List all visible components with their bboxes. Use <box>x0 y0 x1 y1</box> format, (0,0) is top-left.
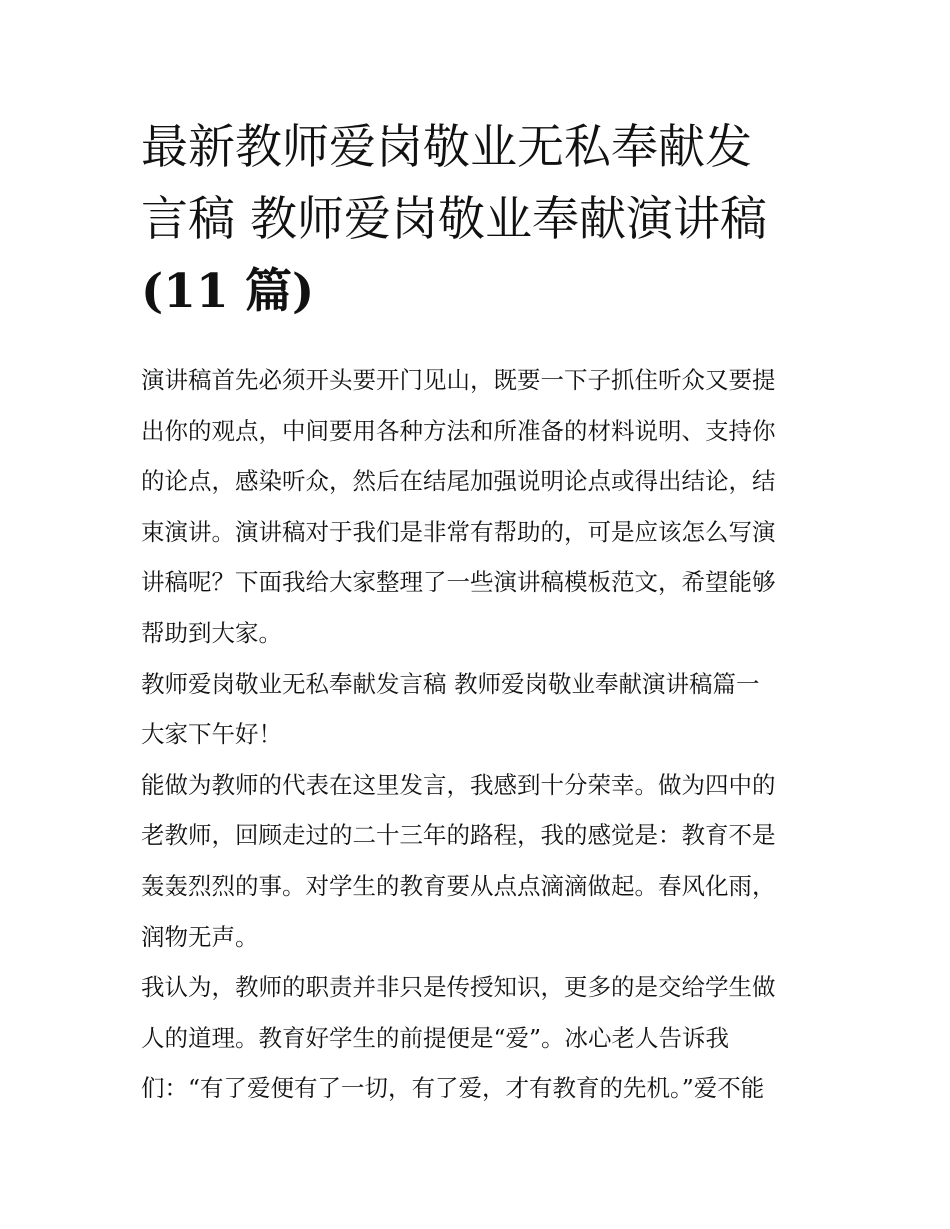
body-line: 的论点，感染听众，然后在结尾加强说明论点或得出结论，结 <box>141 467 776 496</box>
body-line: 人的道理。教育好学生的前提便是“爱”。冰心老人告诉我 <box>141 1023 730 1052</box>
section-heading: 教师爱岗敬业无私奉献发言稿 教师爱岗敬业奉献演讲稿篇一 <box>141 669 760 698</box>
body-line: 能做为教师的代表在这里发言，我感到十分荣幸。做为四中的 <box>141 770 776 799</box>
title-line-1: 最新教师爱岗敬业无私奉献发 <box>141 120 752 175</box>
body-line: 帮助到大家。 <box>141 618 282 647</box>
greeting-line: 大家下午好！ <box>141 720 282 749</box>
body-line: 我认为，教师的职责并非只是传授知识，更多的是交给学生做 <box>141 973 776 1002</box>
body-line: 束演讲。演讲稿对于我们是非常有帮助的，可是应该怎么写演 <box>141 517 776 546</box>
body-line: 润物无声。 <box>141 922 259 951</box>
title-line-2: 言稿 教师爱岗敬业奉献演讲稿 <box>141 192 767 247</box>
body-line: 出你的观点，中间要用各种方法和所准备的材料说明、支持你 <box>141 416 776 445</box>
body-line: 演讲稿首先必须开头要开门见山，既要一下子抓住听众又要提 <box>141 366 776 394</box>
document-title <box>141 112 821 328</box>
body-line: 轰轰烈烈的事。对学生的教育要从点点滴滴做起。春风化雨， <box>141 871 776 900</box>
body-line: 老教师，回顾走过的二十三年的路程，我的感觉是：教育不是 <box>141 821 776 850</box>
body-line: 讲稿呢？下面我给大家整理了一些演讲稿模板范文，希望能够 <box>141 568 776 597</box>
title-line-3: (11 篇) <box>141 264 315 319</box>
document-body <box>141 355 831 1114</box>
body-line: 们：“有了爱便有了一切，有了爱，才有教育的先机。”爱不能 <box>141 1074 765 1103</box>
